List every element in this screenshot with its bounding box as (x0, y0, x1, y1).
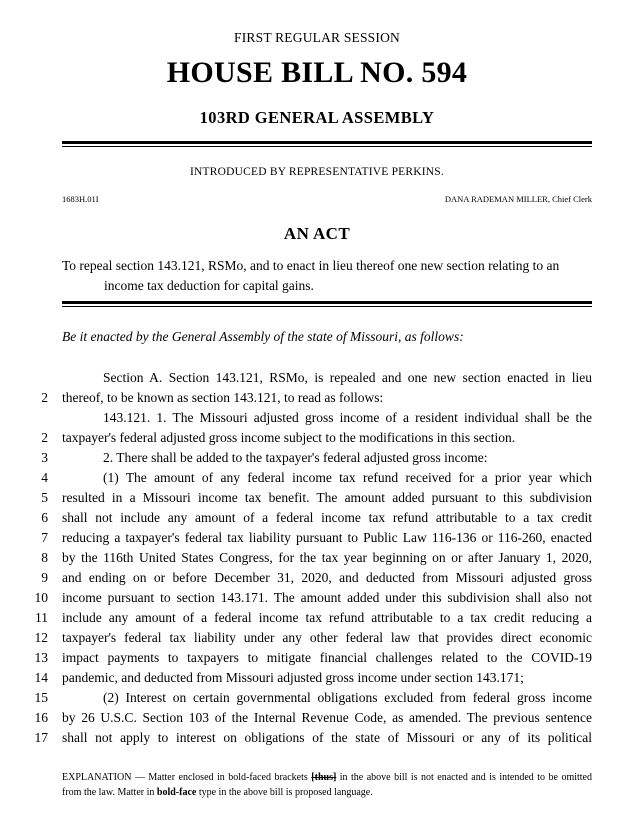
line-text: (2) Interest on certain governmental obligations excluded from federal gross income (103, 690, 592, 705)
line-text: impact payments to taxpayers to mitigate financial challenges related to the COVID-19 (62, 650, 592, 665)
act-rule-thick (62, 301, 592, 304)
line-text: 2. There shall be added to the taxpayer's federal adjusted gross income: (103, 450, 488, 465)
bill-body (0, 368, 634, 748)
bill-title: HOUSE BILL NO. 594 (166, 56, 468, 89)
bill-line (0, 448, 634, 468)
bill-line (0, 368, 634, 388)
line-number: 9 (41, 570, 48, 585)
explanation-bold: bold-face (156, 787, 197, 798)
bill-line (0, 588, 634, 608)
bill-line (0, 528, 634, 548)
line-number: 11 (35, 610, 48, 625)
bill-line (0, 708, 634, 728)
bill-line (0, 668, 634, 688)
bill-line (0, 608, 634, 628)
line-number: 2 (41, 390, 48, 405)
line-number: 6 (41, 510, 48, 525)
session-label: FIRST REGULAR SESSION (234, 30, 400, 45)
explanation-bracket: [thus] (311, 772, 337, 783)
line-number: 15 (34, 690, 48, 705)
line-text: thereof, to be known as section 143.121, to read as follows: (62, 390, 384, 405)
line-number: 12 (34, 630, 48, 645)
line-number: 13 (34, 650, 48, 665)
explanation-mid: in the above bill is not enacted and is intended to be omitted from the law. Matter in (62, 772, 593, 798)
bill-line (0, 468, 634, 488)
bill-line (0, 508, 634, 528)
bill-line (0, 488, 634, 508)
line-text: shall not apply to interest on obligations of the state of Missouri or any of its political (62, 730, 592, 745)
bill-line (0, 728, 634, 748)
line-text: and ending on or before December 31, 2020, and deducted from Missouri adjusted gross (62, 570, 592, 585)
line-number: 2 (41, 430, 48, 445)
line-number: 10 (34, 590, 48, 605)
purpose-line-2: income tax deduction for capital gains. (104, 278, 314, 293)
act-heading: AN ACT (283, 224, 351, 243)
line-text: reducing a taxpayer's federal tax liability pursuant to Public Law 116-136 or 116-260, enacted (62, 530, 592, 545)
bill-line (0, 428, 634, 448)
line-text: pandemic, and deducted from Missouri adjusted gross income under section 143.171; (62, 670, 524, 685)
explanation-footer (62, 770, 592, 800)
line-text: shall not include any amount of a federal income tax refund attributable to a tax credit (62, 510, 592, 525)
line-number: 7 (41, 530, 48, 545)
line-text: 143.121. 1. The Missouri adjusted gross income of a resident individual shall be the (103, 410, 592, 425)
bill-line (0, 628, 634, 648)
bill-line (0, 688, 634, 708)
header-rule-thick (62, 141, 592, 144)
line-number: 3 (41, 450, 48, 465)
explanation-suffix: type in the above bill is proposed language. (196, 787, 373, 798)
purpose-line-1: To repeal section 143.121, RSMo, and to enact in lieu thereof one new section relating to an (62, 258, 560, 273)
bill-line (0, 648, 634, 668)
assembly-label: 103RD GENERAL ASSEMBLY (199, 108, 435, 127)
line-number: 8 (41, 550, 48, 565)
line-text: by 26 U.S.C. Section 103 of the Internal Revenue Code, as amended. The previous sentence (62, 710, 592, 725)
line-text: taxpayer's federal tax liability under any other federal law that provides direct economic (62, 630, 592, 645)
line-number: 17 (34, 730, 48, 745)
act-rule-thin (62, 306, 592, 307)
line-number: 16 (34, 710, 48, 725)
line-text: by the 116th United States Congress, for the tax year beginning on or after January 1, 2020, (62, 550, 592, 565)
chief-clerk: DANA RADEMAN MILLER, Chief Clerk (444, 194, 592, 204)
line-number: 5 (41, 490, 48, 505)
line-text: resulted in a Missouri income tax benefit. The amount added pursuant to this subdivision (62, 490, 592, 505)
line-text: include any amount of a federal income tax refund attributable to a tax credit reducing a (62, 610, 592, 625)
act-purpose (62, 256, 592, 296)
bill-code: 1683H.01I (62, 194, 99, 204)
line-text: income pursuant to section 143.171. The amount added under this subdivision shall also not (62, 590, 592, 605)
bill-line (0, 388, 634, 408)
bill-line (0, 548, 634, 568)
bill-line (0, 568, 634, 588)
bill-line (0, 408, 634, 428)
line-text: (1) The amount of any federal income tax refund received for a prior year which (103, 470, 592, 485)
line-text: Section A. Section 143.121, RSMo, is repealed and one new section enacted in lieu (103, 370, 592, 385)
enacting-clause: Be it enacted by the General Assembly of the state of Missouri, as follows: (62, 329, 464, 344)
explanation-prefix: EXPLANATION — Matter enclosed in bold-faced brackets (62, 772, 312, 783)
line-number: 4 (41, 470, 48, 485)
line-text: taxpayer's federal adjusted gross income subject to the modifications in this section. (62, 430, 516, 445)
introduced-by: INTRODUCED BY REPRESENTATIVE PERKINS. (190, 166, 444, 178)
header-rule-thin (62, 146, 592, 147)
line-number: 14 (34, 670, 48, 685)
